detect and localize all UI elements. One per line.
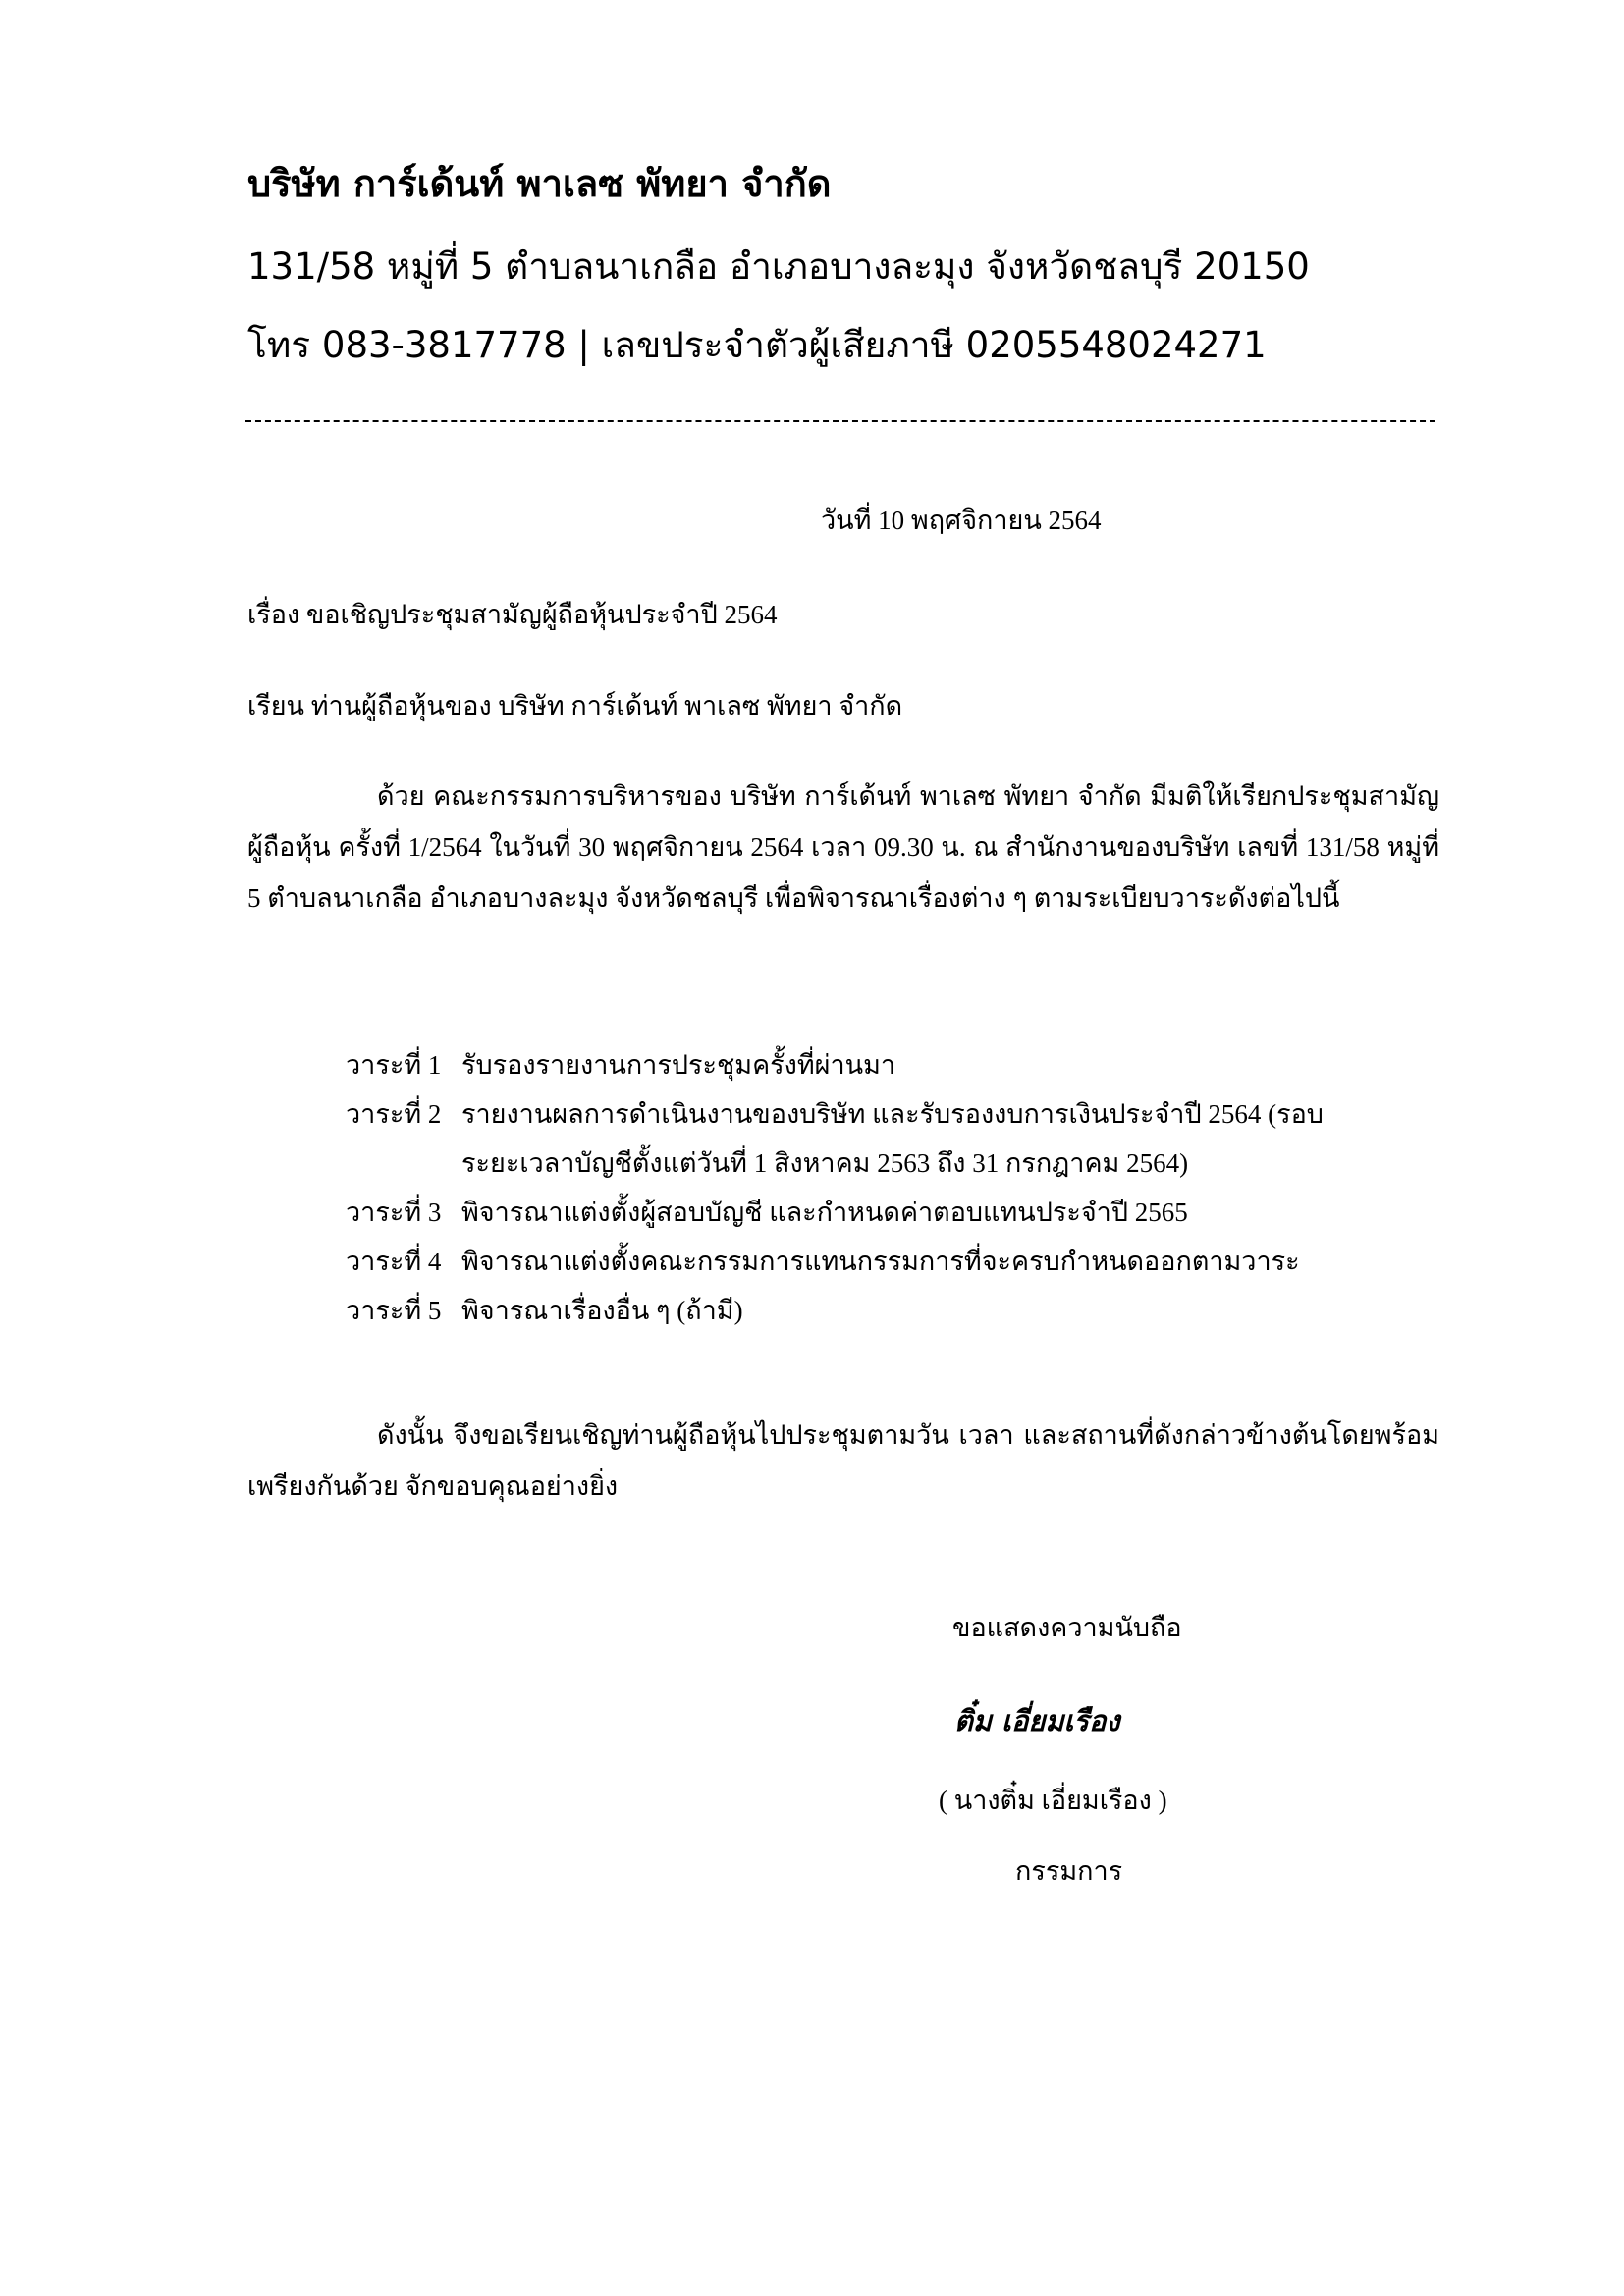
letter-subject: เรื่อง ขอเชิญประชุมสามัญผู้ถือหุ้นประจำปี 2564 (247, 600, 778, 629)
company-name: บริษัท การ์เด้นท์ พาเลซ พัทยา จำกัด (247, 162, 832, 205)
agenda-item (346, 1237, 1324, 1286)
complimentary-close: ขอแสดงความนับถือ (952, 1613, 1182, 1642)
header-divider (245, 420, 1435, 422)
signer-title: กรรมการ (1015, 1856, 1123, 1886)
agenda-text: พิจารณาแต่งตั้งคณะกรรมการแทนกรรมการที่จะครบกำหนดออกตามวาระ (461, 1247, 1300, 1276)
agenda-text: พิจารณาเรื่องอื่น ๆ (ถ้ามี) (461, 1296, 743, 1325)
agenda-item (346, 1090, 1324, 1188)
agenda-text: พิจารณาแต่งตั้งผู้สอบบัญชี และกำหนดค่าตอบแทนประจำปี 2565 (461, 1198, 1188, 1227)
signer-name: ( นางติ๋ม เอี่ยมเรือง ) (939, 1786, 1167, 1815)
agenda-text: รับรองรายงานการประชุมครั้งที่ผ่านมา (461, 1050, 896, 1080)
agenda-text: รายงานผลการดำเนินงานของบริษัท และรับรองงบการเงินประจำปี 2564 (รอบ (461, 1099, 1324, 1129)
agenda-label: วาระที่ 4 (346, 1247, 442, 1276)
agenda-list (346, 1041, 1324, 1335)
agenda-label: วาระที่ 3 (346, 1198, 442, 1227)
agenda-text-continuation: ระยะเวลาบัญชีตั้งแต่วันที่ 1 สิงหาคม 2563 ถึง 31 กรกฎาคม 2564) (461, 1148, 1189, 1178)
body-intro-paragraph: ด้วย คณะกรรมการบริหารของ บริษัท การ์เด้นท์ พาเลซ พัทยา จำกัด มีมติให้เรียกประชุมสามัญผู้ถือหุ้น ครั้งที่ 1/2564 ในวันที่ 30 พฤศจิกายน 2564 เวลา 09.30 น. ณ สำนักงานของบริษัท เลขที่ 131/58 หมู่ที่ 5 ตำบลนาเกลือ อำเภอบางละมุง จังหวัดชลบุรี เพื่อพิจารณาเรื่องต่าง ๆ ตามระเบียบวาระดังต่อไปนี้ (247, 781, 1439, 913)
agenda-item (346, 1286, 1324, 1335)
body-closing-paragraph: ดังนั้น จึงขอเรียนเชิญท่านผู้ถือหุ้นไปประชุมตามวัน เวลา และสถานที่ดังกล่าวข้างต้นโดยพร้อมเพรียงกันด้วย จักขอบคุณอย่างยิ่ง (247, 1420, 1439, 1501)
agenda-label: วาระที่ 1 (346, 1050, 442, 1080)
agenda-label: วาระที่ 2 (346, 1099, 442, 1129)
letter-recipient: เรียน ท่านผู้ถือหุ้นของ บริษัท การ์เด้นท์ พาเลซ พัทยา จำกัด (247, 691, 903, 721)
agenda-item (346, 1041, 1324, 1090)
company-contact: โทร 083-3817778 | เลขประจำตัวผู้เสียภาษี 0205548024271 (247, 324, 1267, 366)
agenda-item (346, 1188, 1324, 1237)
agenda-label: วาระที่ 5 (346, 1296, 442, 1325)
signature: ติ๋ม เอี่ยมเรือง (954, 1704, 1120, 1737)
letter-date: วันที่ 10 พฤศจิกายน 2564 (821, 506, 1102, 535)
company-address: 131/58 หมู่ที่ 5 ตำบลนาเกลือ อำเภอบางละมุง จังหวัดชลบุรี 20150 (247, 245, 1310, 288)
